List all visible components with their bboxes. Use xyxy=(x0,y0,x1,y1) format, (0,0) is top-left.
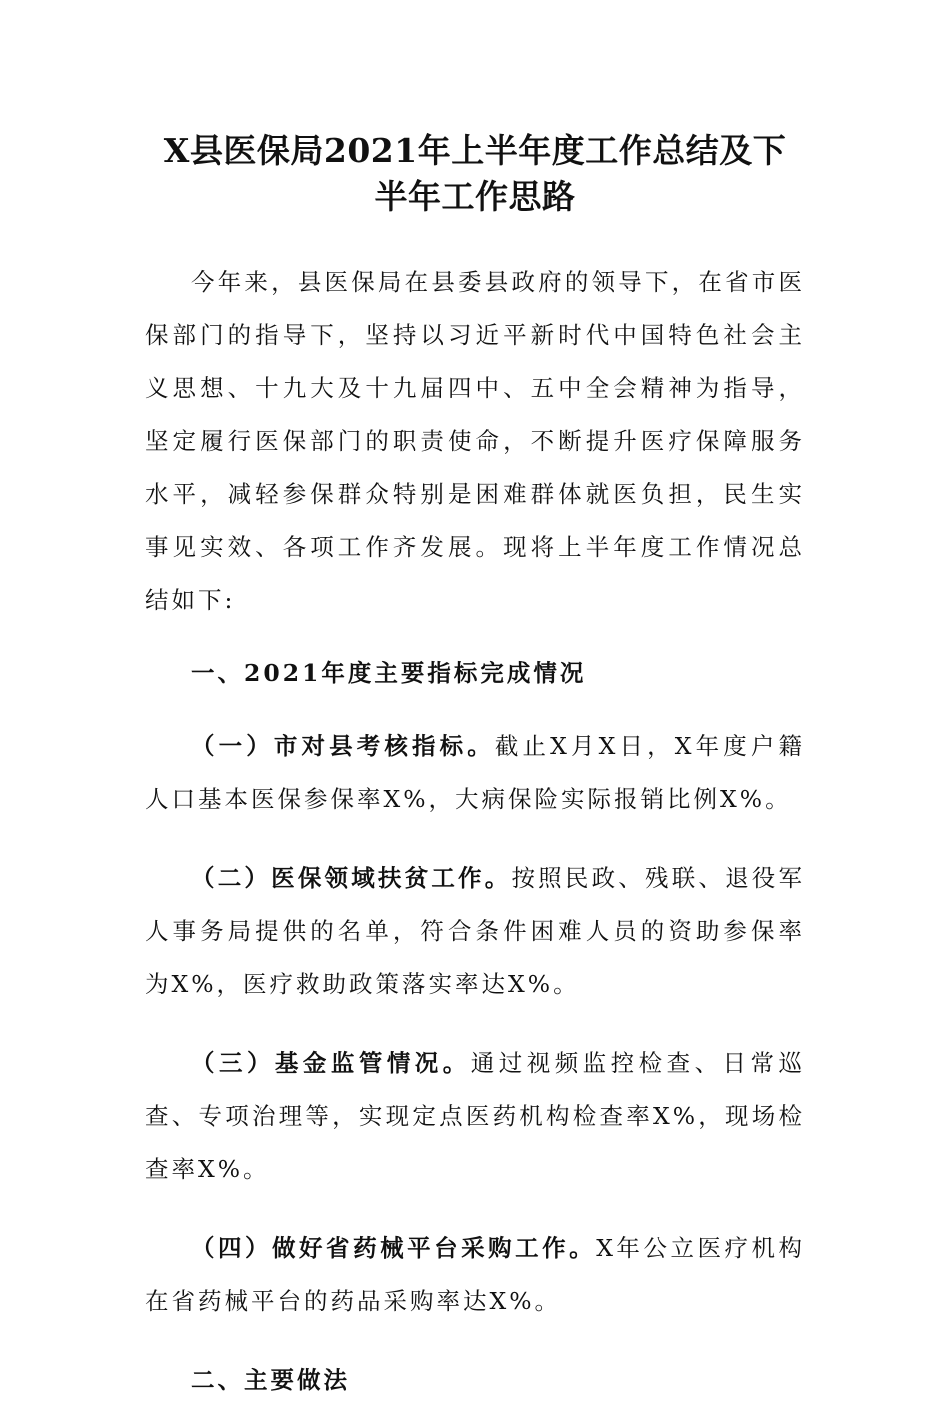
item-1-paragraph xyxy=(145,720,805,826)
document-page xyxy=(145,0,805,1407)
item-4-lead: （四）做好省药械平台采购工作。 xyxy=(191,1234,597,1262)
section-2-heading: 二、主要做法 xyxy=(191,1366,350,1394)
item-3-lead: （三）基金监管情况。 xyxy=(191,1049,471,1077)
item-4-paragraph xyxy=(145,1222,805,1328)
item-2-paragraph xyxy=(145,852,805,1011)
item-2-text: 按照民政、残联、退役军人事务局提供的名单，符合条件困难人员的资助参保率为X%，医疗救助政策落实率达X%。 xyxy=(145,864,806,998)
section-1-heading: 一、2021年度主要指标完成情况 xyxy=(191,659,587,687)
title-line-1: X县医保局2021年上半年度工作总结及下 xyxy=(163,131,787,170)
item-3-text: 通过视频监控检查、日常巡查、专项治理等，实现定点医药机构检查率X%，现场检查率X%。 xyxy=(145,1049,806,1183)
item-2-lead: （二）医保领域扶贫工作。 xyxy=(191,864,512,892)
item-1-text: 截止X月X日，X年度户籍人口基本医保参保率X%，大病保险实际报销比例X%。 xyxy=(145,732,805,813)
item-3-paragraph xyxy=(145,1037,805,1196)
item-1-lead: （一）市对县考核指标。 xyxy=(191,732,495,760)
title-line-2: 半年工作思路 xyxy=(374,177,576,216)
intro-paragraph: 今年来，县医保局在县委县政府的领导下，在省市医保部门的指导下，坚持以习近平新时代中国特色社会主义思想、十九大及十九届四中、五中全会精神为指导，坚定履行医保部门的职责使命，不断提升医疗保障服务水平，减轻参保群众特别是困难群体就医负担，民生实事见实效、各项工作齐发展。现将上半年度工作情况总结如下: xyxy=(145,268,805,614)
document-title xyxy=(145,0,805,220)
item-4-text: X年公立医疗机构在省药械平台的药品采购率达X%。 xyxy=(145,1234,806,1315)
